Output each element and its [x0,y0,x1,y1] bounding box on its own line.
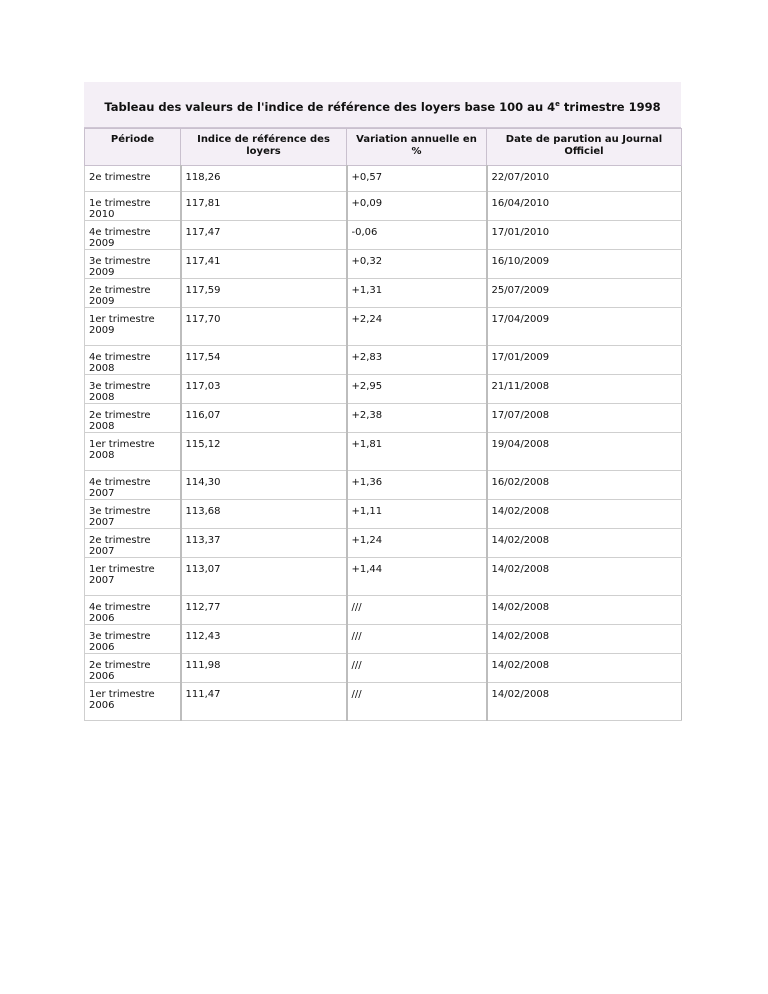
cell-variation: +0,09 [347,192,487,221]
table-row [85,346,682,375]
cell-indice: 113,37 [181,529,347,558]
cell-date: 22/07/2010 [487,166,682,192]
cell-variation: +2,38 [347,404,487,433]
cell-periode: 1e trimestre 2010 [85,192,181,221]
cell-variation: -0,06 [347,221,487,250]
cell-indice: 116,07 [181,404,347,433]
cell-periode: 4e trimestre 2006 [85,596,181,625]
cell-indice: 117,47 [181,221,347,250]
caption-tail: trimestre 1998 [559,100,661,114]
cell-indice: 117,41 [181,250,347,279]
table-row [85,221,682,250]
cell-periode: 4e trimestre 2007 [85,471,181,500]
cell-variation: /// [347,654,487,683]
cell-variation: +1,24 [347,529,487,558]
cell-date: 17/07/2008 [487,404,682,433]
cell-periode: 2e trimestre 2009 [85,279,181,308]
header-date: Date de parution au Journal Officiel [487,129,682,166]
cell-indice: 117,59 [181,279,347,308]
cell-periode: 1er trimestre 2009 [85,308,181,346]
cell-indice: 117,54 [181,346,347,375]
cell-periode: 2e trimestre [85,166,181,192]
cell-indice: 112,77 [181,596,347,625]
table-row [85,404,682,433]
cell-indice: 111,47 [181,683,347,721]
table-row [85,625,682,654]
table-row [85,683,682,721]
cell-variation: +1,44 [347,558,487,596]
cell-variation: +1,11 [347,500,487,529]
cell-variation: +2,24 [347,308,487,346]
caption-text: Tableau des valeurs de l'indice de référence des loyers base 100 au 4 [104,100,556,114]
cell-date: 16/10/2009 [487,250,682,279]
cell-periode: 1er trimestre 2007 [85,558,181,596]
cell-variation: /// [347,683,487,721]
cell-date: 17/01/2009 [487,346,682,375]
table-row [85,250,682,279]
header-variation: Variation annuelle en % [347,129,487,166]
cell-date: 17/01/2010 [487,221,682,250]
cell-date: 17/04/2009 [487,308,682,346]
table-row [85,558,682,596]
cell-date: 21/11/2008 [487,375,682,404]
cell-periode: 3e trimestre 2006 [85,625,181,654]
cell-indice: 117,03 [181,375,347,404]
cell-date: 14/02/2008 [487,654,682,683]
cell-periode: 2e trimestre 2006 [85,654,181,683]
header-indice: Indice de référence des loyers [181,129,347,166]
cell-date: 16/02/2008 [487,471,682,500]
table-row [85,529,682,558]
cell-indice: 113,07 [181,558,347,596]
cell-variation: /// [347,596,487,625]
cell-date: 14/02/2008 [487,558,682,596]
table-caption [84,82,681,128]
table-row [85,166,682,192]
table-row [85,596,682,625]
table-row [85,471,682,500]
cell-date: 14/02/2008 [487,683,682,721]
table-row [85,375,682,404]
cell-variation: +0,32 [347,250,487,279]
cell-periode: 4e trimestre 2009 [85,221,181,250]
table-row [85,433,682,471]
cell-periode: 3e trimestre 2007 [85,500,181,529]
cell-date: 14/02/2008 [487,625,682,654]
cell-variation: +1,81 [347,433,487,471]
header-periode: Période [85,129,181,166]
cell-date: 25/07/2009 [487,279,682,308]
table-row [85,192,682,221]
irl-table [84,128,682,721]
cell-indice: 111,98 [181,654,347,683]
cell-indice: 117,70 [181,308,347,346]
cell-date: 16/04/2010 [487,192,682,221]
caption-superscript: e [555,100,560,109]
table-row [85,308,682,346]
cell-variation: +0,57 [347,166,487,192]
cell-indice: 113,68 [181,500,347,529]
cell-indice: 114,30 [181,471,347,500]
cell-periode: 1er trimestre 2008 [85,433,181,471]
cell-variation: +1,36 [347,471,487,500]
cell-periode: 4e trimestre 2008 [85,346,181,375]
cell-date: 14/02/2008 [487,596,682,625]
cell-periode: 1er trimestre 2006 [85,683,181,721]
irl-table-container [84,82,681,721]
cell-indice: 117,81 [181,192,347,221]
cell-periode: 2e trimestre 2008 [85,404,181,433]
cell-periode: 2e trimestre 2007 [85,529,181,558]
cell-indice: 118,26 [181,166,347,192]
cell-variation: +2,83 [347,346,487,375]
cell-periode: 3e trimestre 2009 [85,250,181,279]
cell-periode: 3e trimestre 2008 [85,375,181,404]
cell-variation: +2,95 [347,375,487,404]
cell-date: 14/02/2008 [487,500,682,529]
table-row [85,279,682,308]
table-row [85,654,682,683]
cell-date: 14/02/2008 [487,529,682,558]
cell-date: 19/04/2008 [487,433,682,471]
cell-variation: /// [347,625,487,654]
table-body [85,166,682,721]
header-row [85,129,682,166]
cell-indice: 112,43 [181,625,347,654]
cell-variation: +1,31 [347,279,487,308]
table-row [85,500,682,529]
cell-indice: 115,12 [181,433,347,471]
